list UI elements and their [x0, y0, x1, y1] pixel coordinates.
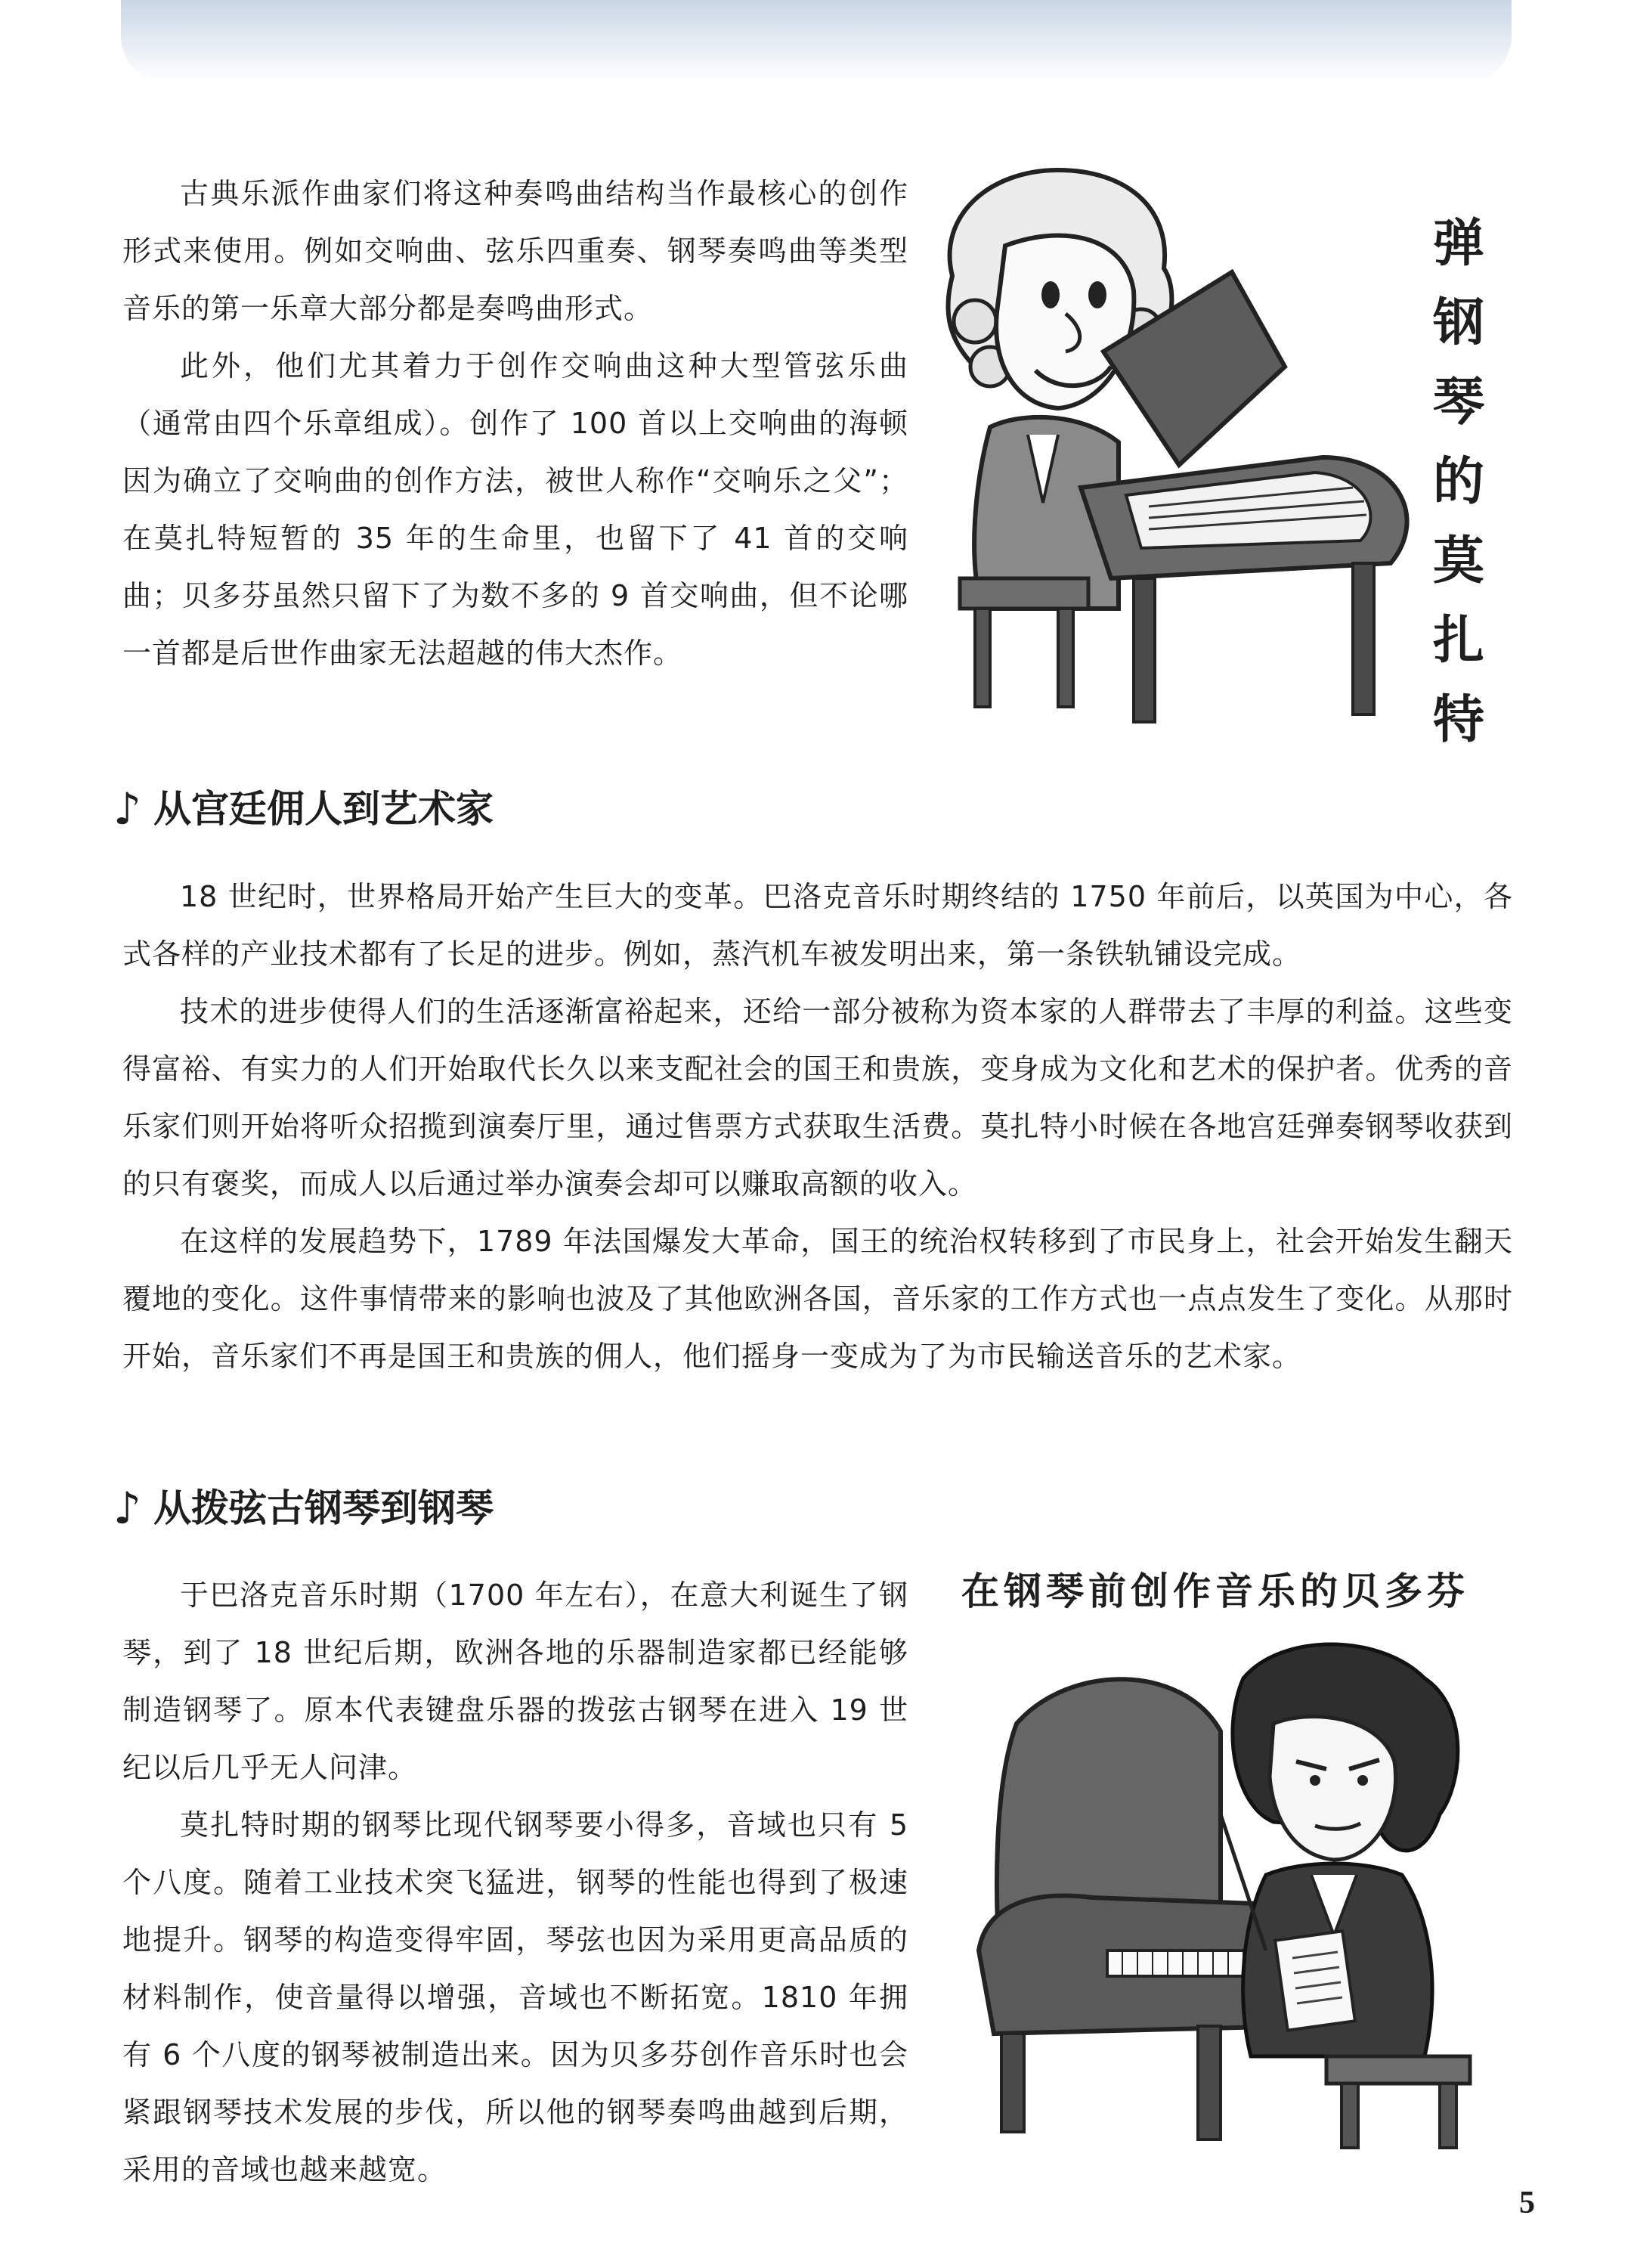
section-heading [113, 783, 494, 835]
paragraph: 于巴洛克音乐时期（1700 年左右），在意大利诞生了钢琴，到了 18 世纪后期，欧洲各地的乐器制造家都已经能够制造钢琴了。原本代表键盘乐器的拨弦古钢琴在进入 19 世纪以后几乎无人问津。 [122, 1579, 908, 1784]
beethoven-at-piano-illustration [971, 1633, 1500, 2155]
mozart-at-piano-illustration [930, 140, 1451, 730]
paragraph: 此外，他们尤其着力于创作交响曲这种大型管弦乐曲（通常由四个乐章组成）。创作了 100 首以上交响曲的海顿因为确立了交响曲的创作方法，被世人称作“交响乐之父”；在莫扎特短暂的 35 年的生命里，也留下了 41 首的交响曲；贝多芬虽然只留下了为数不多的 9 首交响曲，但不论哪一首都是后世作曲家无法超越的伟大杰作。 [122, 349, 908, 670]
paragraph: 莫扎特时期的钢琴比现代钢琴要小得多，音域也只有 5 个八度。随着工业技术突飞猛进，钢琴的性能也得到了极速地提升。钢琴的构造变得牢固，琴弦也因为采用更高品质的材料制作，使音量得以增强，音域也不断拓宽。1810 年拥有 6 个八度的钢琴被制造出来。因为贝多芬创作音乐时也会紧跟钢琴技术发展的步伐，所以他的钢琴奏鸣曲越到后期，采用的音域也越来越宽。 [122, 1808, 908, 2186]
mozart-illustration-caption: 弹钢琴的莫扎特 [1432, 213, 1484, 750]
music-note-icon: ♪ [113, 1483, 142, 1534]
header-gradient-band [121, 0, 1512, 82]
music-note-icon: ♪ [113, 783, 142, 835]
section-heading [113, 1483, 494, 1534]
paragraph: 在这样的发展趋势下，1789 年法国爆发大革命，国王的统治权转移到了市民身上，社会开始发生翻天覆地的变化。这件事情带来的影响也波及了其他欧洲各国，音乐家的工作方式也一点点发生了变化。从那时开始，音乐家们不再是国王和贵族的佣人，他们摇身一变成为了为市民输送音乐的艺术家。 [122, 1225, 1513, 1373]
section-heading-text: 从宫廷佣人到艺术家 [153, 787, 494, 831]
paragraph: 技术的进步使得人们的生活逐渐富裕起来，还给一部分被称为资本家的人群带去了丰厚的利益。这些变得富裕、有实力的人们开始取代长久以来支配社会的国王和贵族，变身成为文化和艺术的保护者。优秀的音乐家们则开始将听众招揽到演奏厅里，通过售票方式获取生活费。莫扎特小时候在各地宫廷弹奏钢琴收获到的只有褒奖，而成人以后通过举办演奏会却可以赚取高额的收入。 [122, 995, 1513, 1201]
paragraph: 古典乐派作曲家们将这种奏鸣曲结构当作最核心的创作形式来使用。例如交响曲、弦乐四重奏、钢琴奏鸣曲等类型音乐的第一乐章大部分都是奏鸣曲形式。 [122, 177, 908, 325]
section-heading-text: 从拨弦古钢琴到钢琴 [153, 1486, 494, 1530]
beethoven-illustration-caption: 在钢琴前创作音乐的贝多芬 [961, 1569, 1469, 1613]
page-number: 5 [1519, 2186, 1535, 2220]
paragraph: 18 世纪时，世界格局开始产生巨大的变革。巴洛克音乐时期终结的 1750 年前后，以英国为中心，各式各样的产业技术都有了长足的进步。例如，蒸汽机车被发明出来，第一条铁轨铺设完成。 [122, 880, 1513, 971]
